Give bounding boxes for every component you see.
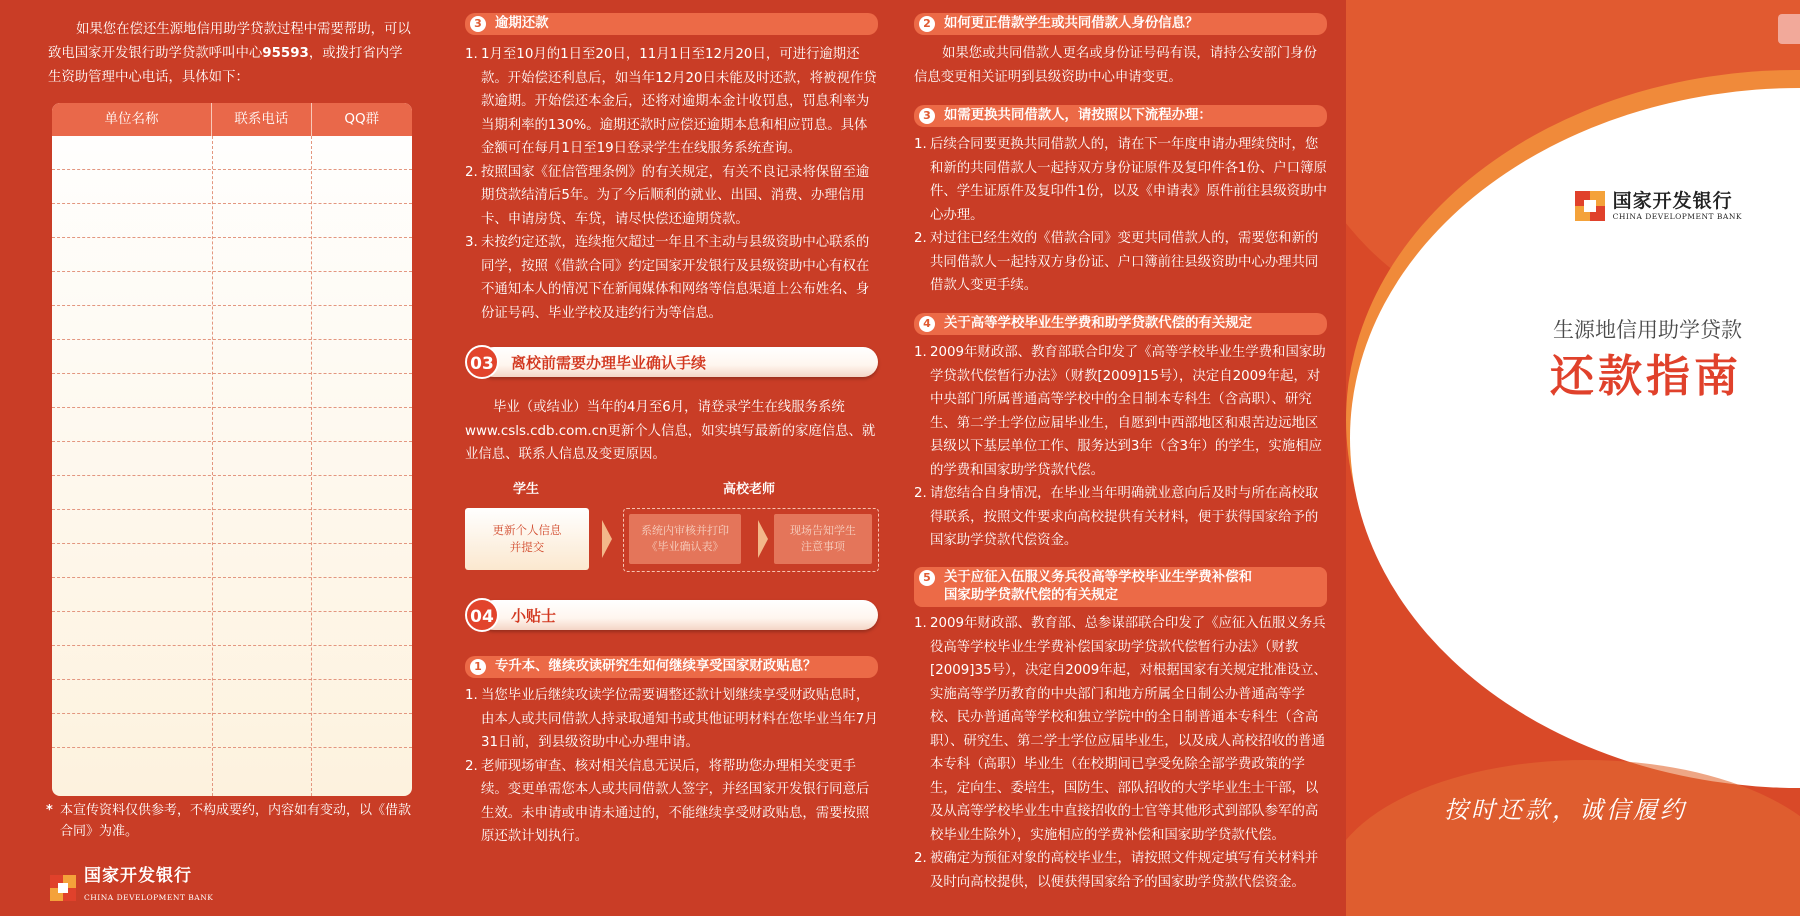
table-row bbox=[52, 612, 412, 646]
table-row bbox=[52, 306, 412, 340]
header-qq-group: QQ群 bbox=[344, 111, 380, 127]
cover-title: 还款指南 bbox=[1550, 351, 1742, 402]
table-row bbox=[52, 408, 412, 442]
cover-panel bbox=[1346, 0, 1800, 916]
tip5-title-line2: 国家助学贷款代偿的有关规定 bbox=[944, 588, 1119, 603]
bank-name-en: CHINA DEVELOPMENT BANK bbox=[84, 893, 214, 902]
list-item: 1. 1月至10月的1日至20日，11月1日至12月20日，可进行逾期还款。开始偿还利息后，如当年12月20日未能及时还款，将被视作贷款逾期。开始偿还本金后，还将对逾期本金计收罚息，罚息利率为当期利率的130%。逾期还款时应偿还逾期本息和相应罚息。具体金额可在每月1日至19日登录学生在线服务系统查询。 bbox=[465, 47, 877, 156]
list-item: 2. 被确定为预征对象的高校毕业生，请按照文件规定填写有关材料并及时向高校提供，以便获得国家给予的国家助学贷款代偿资金。 bbox=[914, 851, 1319, 890]
list-item: 1. 2009年财政部、教育部、总参谋部联合印发了《应征入伍服义务兵役高等学校毕业生学费补偿国家助学贷款代偿暂行办法》（财教[2009]35号），决定自2009年起，对根据国家有关规定批准设立、实施高等学历教育的中央部门和地方所属全日制公办普通高等学校、民办普通高等学校和独立学院中的全日制普通本专科生（含高职）、研究生、第二学士学位应届毕业生，以及成人高校招收的普通本专科（高职）毕业生（在校期间已享受免除全部学费政策的学生，定向生、委培生，国防生、部队招收的大学毕业生士干部，以及从高等学校毕业生中直接招收的士官等其他形式到部队参军的高校毕业生除外），实施相应的学费补偿和国家助学贷款代偿。 bbox=[914, 616, 1327, 843]
graduation-banner bbox=[465, 345, 878, 379]
contact-table-body bbox=[52, 136, 412, 796]
bank-logo-icon bbox=[1575, 191, 1605, 221]
graduation-title: 离校前需要办理毕业确认手续 bbox=[511, 354, 707, 372]
header-phone: 联系电话 bbox=[212, 103, 311, 136]
tips-title: 小贴士 bbox=[511, 607, 557, 625]
contact-table-header bbox=[52, 103, 412, 136]
table-row bbox=[52, 510, 412, 544]
tip5-heading: 5 关于应征入伍服义务兵役高等学校毕业生学费补偿和 国家助学贷款代偿的有关规定 bbox=[914, 567, 1327, 607]
table-row bbox=[52, 340, 412, 374]
list-item: 2. 按照国家《征信管理条例》的有关规定，有关不良记录将保留至逾期贷款结清后5年。为了今后顺利的就业、出国、消费、办理信用卡、申请房贷、车贷，请尽快偿还逾期贷款。 bbox=[465, 164, 870, 227]
tip2-heading: 2 如何更正借款学生或共同借款人身份信息？ bbox=[914, 13, 1327, 35]
tip1-title: 专升本、继续攻读研究生如何继续享受国家财政贴息？ bbox=[495, 659, 817, 674]
arrow-right-icon bbox=[758, 520, 768, 558]
cover-bank-name-zh: 国家开发银行 bbox=[1612, 190, 1733, 212]
flow-step-notify: 现场告知学生 注意事项 bbox=[774, 514, 872, 564]
hotline-number: 95593 bbox=[262, 46, 309, 61]
contact-table bbox=[52, 103, 412, 796]
contact-intro bbox=[48, 18, 414, 90]
tip4-title: 关于高等学校毕业生学费和助学贷款代偿的有关规定 bbox=[944, 316, 1252, 331]
overdue-list bbox=[465, 43, 878, 325]
intro-text-pre: 如果您在偿还生源地信用助学贷款过程中需要帮助，可以致电国家开发银行助学贷款呼叫中心 bbox=[48, 22, 411, 61]
flow-step-review-print: 系统内审核并打印 《毕业确认表》 bbox=[629, 514, 741, 564]
tip4-heading: 4 关于高等学校毕业生学费和助学贷款代偿的有关规定 bbox=[914, 313, 1327, 335]
tip3-list bbox=[914, 133, 1327, 298]
table-divider bbox=[212, 136, 213, 796]
process-flow bbox=[465, 478, 878, 573]
arrow-right-icon bbox=[602, 520, 612, 558]
table-row bbox=[52, 238, 412, 272]
list-item: 1. 2009年财政部、教育部联合印发了《高等学校毕业生学费和国家助学贷款代偿暂行办法》（财教[2009]15号），决定自2009年起，对中央部门所属普通高等学校中的全日制本专科生（含高职）、研究生、第二学士学位应届毕业生，自愿到中西部地区和艰苦边远地区县级以下基层单位工作、服务达到3年（含3年）的学生，实施相应的学费和国家助学贷款代偿。 bbox=[914, 345, 1326, 478]
tip1-list bbox=[465, 684, 878, 849]
tip3-heading: 3 如需更换共同借款人，请按照以下流程办理： bbox=[914, 105, 1327, 127]
cover-subtitle: 生源地信用助学贷款 bbox=[1553, 318, 1742, 342]
tip2-title: 如何更正借款学生或共同借款人身份信息？ bbox=[944, 16, 1199, 31]
table-row bbox=[52, 442, 412, 476]
table-row bbox=[52, 544, 412, 578]
tip1-heading: 1 专升本、继续攻读研究生如何继续享受国家财政贴息？ bbox=[465, 656, 878, 678]
bank-logo-cover bbox=[1575, 190, 1742, 221]
list-item: 2. 请您结合自身情况，在毕业当年明确就业意向后及时与所在高校取得联系，按照文件要求向高校提供有关材料，便于获得国家给予的国家助学贷款代偿资金。 bbox=[914, 486, 1319, 548]
table-row bbox=[52, 748, 412, 781]
flow-student-label: 学生 bbox=[513, 482, 540, 497]
list-item: 3. 未按约定还款，连续拖欠超过一年且不主动与县级资助中心联系的同学，按照《借款合同》约定国家开发银行及县级资助中心有权在不通知本人的情况下在新闻媒体和网络等信息渠道上公布姓名、身份证号码、毕业学校及违约行为等信息。 bbox=[465, 235, 870, 321]
disclaimer-text: 本宣传资料仅供参考，不构成要约，内容如有变动，以《借款合同》为准。 bbox=[60, 803, 412, 839]
tip5-title-line1: 关于应征入伍服义务兵役高等学校毕业生学费补偿和 bbox=[944, 570, 1252, 585]
overdue-number: 3 bbox=[470, 16, 486, 32]
table-row bbox=[52, 374, 412, 408]
table-row bbox=[52, 272, 412, 306]
tip3-title: 如需更换共同借款人，请按照以下流程办理： bbox=[944, 108, 1212, 123]
table-row bbox=[52, 714, 412, 748]
overdue-heading bbox=[465, 13, 878, 35]
table-row bbox=[52, 204, 412, 238]
header-unit-name: 单位名称 bbox=[52, 103, 212, 136]
intro-text-post: ，或拨打省内学生资助管理中心电话，具体如下： bbox=[48, 46, 403, 85]
disclaimer-note: * 本宣传资料仅供参考，不构成要约，内容如有变动，以《借款合同》为准。 bbox=[48, 800, 414, 842]
list-item: 2. 对过往已经生效的《借款合同》变更共同借款人的，需要您和新的共同借款人一起持双方身份证、户口簿前往县级资助中心办理共同借款人变更手续。 bbox=[914, 231, 1319, 293]
bank-logo-icon bbox=[50, 875, 76, 901]
graduation-text: 毕业（或结业）当年的4月至6月，请登录学生在线服务系统www.csls.cdb.com.cn更新个人信息，如实填写最新的家庭信息、就业信息、联系人信息及变更原因。 bbox=[465, 400, 876, 462]
tip4-list bbox=[914, 341, 1327, 553]
table-row bbox=[52, 578, 412, 612]
graduation-number: 03 bbox=[465, 345, 499, 379]
bank-logo-footer bbox=[50, 866, 213, 910]
bank-name-zh: 国家开发银行 bbox=[84, 866, 192, 886]
table-row bbox=[52, 646, 412, 680]
tips-number: 04 bbox=[465, 598, 499, 632]
table-divider bbox=[311, 136, 312, 796]
overdue-title: 逾期还款 bbox=[495, 16, 549, 31]
list-item: 1. 后续合同要更换共同借款人的，请在下一年度申请办理续贷时，您和新的共同借款人一起持双方身份证原件及复印件各1份、户口簿原件、学生证原件及复印件1份，以及《申请表》原件前往县级资助中心办理。 bbox=[914, 137, 1327, 223]
list-item: 1. 当您毕业后继续攻读学位需要调整还款计划继续享受财政贴息时，由本人或共同借款人持录取通知书或其他证明材料在您毕业当年7月31日前，到县级资助中心办理申请。 bbox=[465, 688, 878, 750]
table-row bbox=[52, 136, 412, 170]
list-item: 2. 老师现场审查、核对相关信息无误后，将帮助您办理相关变更手续。变更单需您本人或共同借款人签字，并经国家开发银行同意后生效。未申请或申请未通过的，不能继续享受财政贴息，需要按照原还款计划执行。 bbox=[465, 758, 870, 844]
cover-slogan: 按时还款，诚信履约 bbox=[1444, 796, 1687, 824]
tip2-text: 如果您或共同借款人更名或身份证号码有误，请持公安部门身份信息变更相关证明到县级资助中心申请变更。 bbox=[914, 46, 1317, 85]
corner-tab-icon[interactable] bbox=[1778, 14, 1800, 44]
table-row bbox=[52, 476, 412, 510]
tip5-list bbox=[914, 612, 1327, 894]
table-row bbox=[52, 170, 412, 204]
table-row bbox=[52, 680, 412, 714]
cover-bank-name-en: CHINA DEVELOPMENT BANK bbox=[1612, 212, 1742, 221]
flow-teacher-label: 高校老师 bbox=[723, 482, 776, 497]
flow-step-update-info: 更新个人信息 并提交 bbox=[465, 508, 589, 570]
tips-banner bbox=[465, 598, 878, 632]
